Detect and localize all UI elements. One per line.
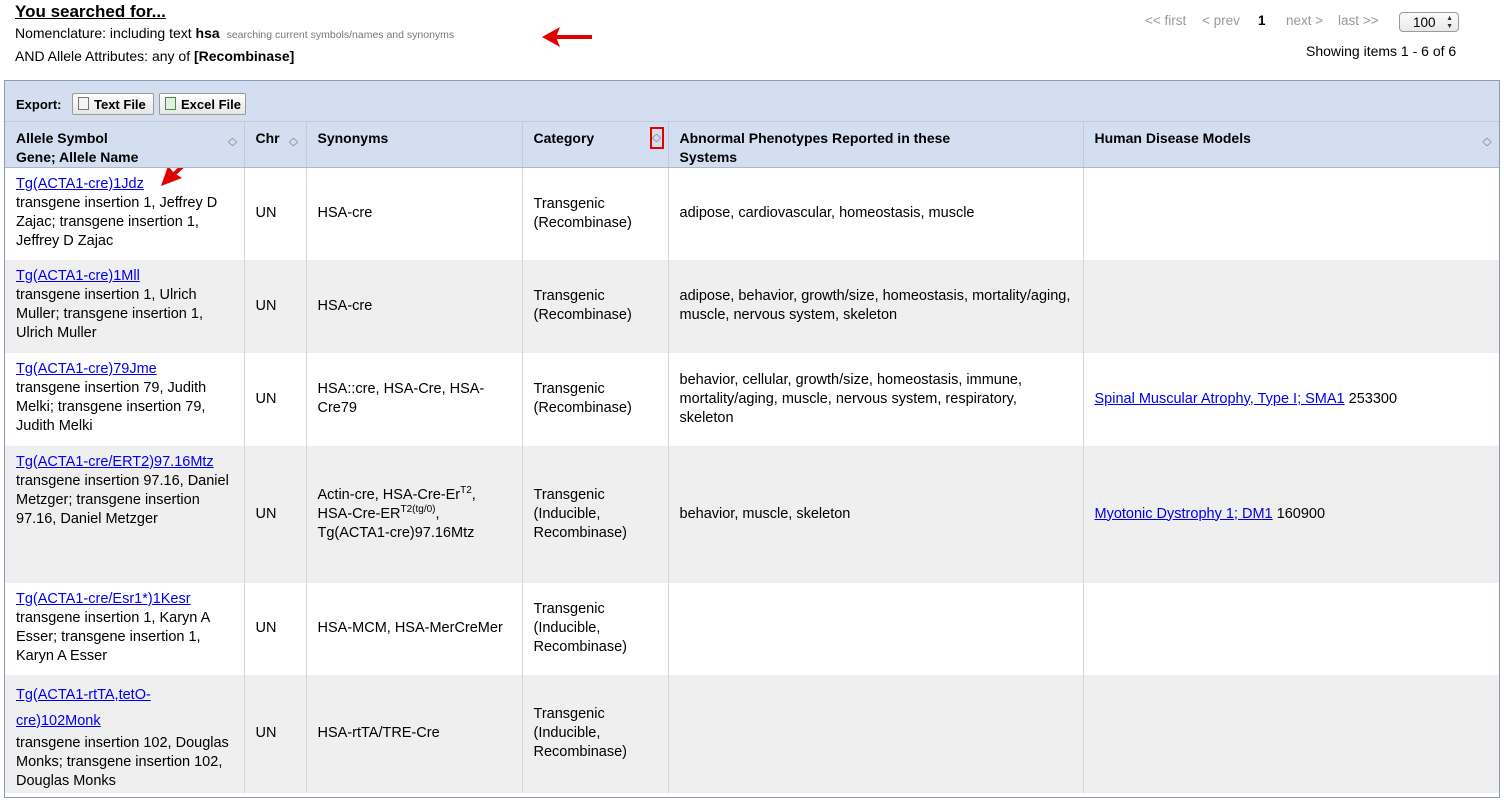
synonym-superscript: T2(tg/0) (400, 503, 436, 515)
allele-symbol-link[interactable]: Tg(ACTA1-cre/Esr1*)1Kesr (16, 590, 191, 607)
col-phenotypes (668, 122, 1083, 168)
table-row (5, 446, 1499, 583)
table-row (5, 675, 1499, 793)
attributes-label: AND Allele Attributes: any of (15, 48, 191, 64)
chr-cell: UN (244, 446, 306, 583)
spinner-arrows-icon: ▲ ▼ (1446, 15, 1453, 30)
allele-symbol-link[interactable]: Tg(ACTA1-cre)1Mll (16, 267, 140, 284)
first-page-link[interactable]: << first (1145, 13, 1187, 28)
col-disease-label: Human Disease Models (1094, 130, 1251, 146)
table-header-row (5, 122, 1499, 168)
allele-name: transgene insertion 97.16, Daniel Metzger; transgene insertion 97.16, Daniel Metzger (16, 472, 229, 527)
phenotypes-cell: behavior, cellular, growth/size, homeostasis, immune, mortality/aging, muscle, nervous system, respiratory, skeleton (668, 353, 1083, 446)
results-table (5, 122, 1499, 793)
synonyms-cell: HSA-rtTA/TRE-Cre (306, 675, 522, 793)
nomenclature-hint: searching current symbols/names and synonyms (226, 29, 455, 41)
disease-link[interactable]: Spinal Muscular Atrophy, Type I; SMA1 (1094, 390, 1345, 407)
disease-cell (1083, 446, 1499, 583)
sort-icon[interactable]: ︿ ﹀ (227, 133, 237, 152)
allele-symbol-link[interactable]: Tg(ACTA1-rtTA,tetO-cre)102Monk (16, 686, 151, 729)
category-cell: Transgenic (Inducible, Recombinase) (522, 583, 668, 675)
col-phenotypes-label: Abnormal Phenotypes Reported in these Systems (679, 130, 951, 165)
allele-name: transgene insertion 1, Jeffrey D Zajac; transgene insertion 1, Jeffrey D Zajac (16, 195, 218, 249)
search-summary (15, 2, 454, 67)
chr-cell: UN (244, 353, 306, 446)
table-row (5, 353, 1499, 446)
table-row (5, 583, 1499, 675)
synonyms-cell: HSA::cre, HSA-Cre, HSA-Cre79 (306, 353, 522, 446)
synonym-text: HSA-Cre-ER (317, 505, 401, 522)
col-synonyms (306, 122, 522, 168)
disease-cell (1083, 353, 1499, 446)
nomenclature-term: hsa (195, 25, 220, 41)
category-cell: Transgenic (Inducible, Recombinase) (522, 675, 668, 793)
synonyms-cell: Actin-cre, HSA-$Cre-Er^{T2}$, HSA-$Cre-ER^{T2(tg/0)}$, Tg(ACTA1-cre)97.16Mtz (306, 446, 522, 583)
export-text-label: Text File (94, 97, 146, 112)
nomenclature-label: Nomenclature: including text (15, 25, 192, 41)
excel-file-icon (165, 97, 176, 110)
allele-symbol-link[interactable]: Tg(ACTA1-cre)1Jdz (16, 176, 144, 192)
disease-link[interactable]: Myotonic Dystrophy 1; DM1 (1094, 505, 1273, 522)
col-category-label: Category (533, 130, 595, 146)
col-allele-symbol-label: Allele Symbol (16, 130, 108, 146)
category-cell: Transgenic (Inducible, Recombinase) (522, 446, 668, 583)
attribute-criteria (15, 45, 454, 67)
allele-symbol-link[interactable]: Tg(ACTA1-cre/ERT2)97.16Mtz (16, 453, 214, 470)
export-label: Export: (16, 97, 62, 112)
synonyms-cell: HSA-cre (306, 260, 522, 353)
showing-count: Showing items 1 - 6 of 6 (1306, 43, 1457, 59)
attributes-value: [Recombinase] (193, 48, 295, 64)
col-allele-name-label: Gene; Allele Name (16, 149, 139, 165)
export-excel-file-button[interactable] (159, 93, 246, 115)
annotation-arrow-icon (540, 24, 594, 48)
chr-cell: UN (244, 260, 306, 353)
col-allele-symbol[interactable] (5, 122, 244, 168)
allele-cell (5, 353, 244, 446)
current-page: 1 (1258, 13, 1266, 28)
results-panel (4, 80, 1500, 798)
disease-cell (1083, 168, 1499, 260)
disease-cell (1083, 675, 1499, 793)
sort-icon-highlighted[interactable]: ︿ ﹀ (650, 127, 664, 149)
table-row (5, 168, 1499, 260)
allele-cell (5, 260, 244, 353)
last-page-link[interactable]: last >> (1338, 13, 1379, 28)
sort-icon[interactable]: ︿ ﹀ (288, 133, 298, 152)
phenotypes-cell (668, 583, 1083, 675)
allele-cell (5, 675, 244, 793)
allele-cell (5, 446, 244, 583)
synonyms-cell: HSA-MCM, HSA-MerCreMer (306, 583, 522, 675)
chr-cell: UN (244, 168, 306, 260)
chr-cell: UN (244, 583, 306, 675)
disease-id: 253300 (1348, 390, 1398, 407)
synonym-text: Actin-cre, HSA-Cre-Er (317, 486, 461, 503)
category-cell: Transgenic (Recombinase) (522, 353, 668, 446)
page-size-select[interactable] (1399, 12, 1459, 32)
allele-cell (5, 583, 244, 675)
text-file-icon (78, 97, 89, 110)
export-bar (5, 81, 1499, 122)
synonym-superscript: T2 (460, 484, 472, 496)
export-text-file-button[interactable] (72, 93, 154, 115)
synonym-text: Tg(ACTA1-cre)97.16Mtz (317, 524, 475, 541)
disease-id: 160900 (1276, 505, 1326, 522)
allele-name: transgene insertion 79, Judith Melki; transgene insertion 79, Judith Melki (16, 379, 207, 434)
sort-icon[interactable]: ︿ ﹀ (1482, 133, 1492, 152)
export-excel-label: Excel File (181, 97, 241, 112)
disease-cell (1083, 583, 1499, 675)
phenotypes-cell: adipose, cardiovascular, homeostasis, muscle (668, 168, 1083, 260)
allele-cell (5, 168, 244, 260)
phenotypes-cell: adipose, behavior, growth/size, homeostasis, mortality/aging, muscle, nervous system, skeleton (668, 260, 1083, 353)
disease-cell (1083, 260, 1499, 353)
prev-page-link[interactable]: < prev (1202, 13, 1240, 28)
chr-cell: UN (244, 675, 306, 793)
search-heading: You searched for... (15, 2, 166, 21)
col-disease-models[interactable] (1083, 122, 1499, 168)
nomenclature-criteria (15, 22, 454, 46)
synonyms-cell: HSA-cre (306, 168, 522, 260)
table-row (5, 260, 1499, 353)
allele-name: transgene insertion 1, Karyn A Esser; transgene insertion 1, Karyn A Esser (16, 609, 210, 664)
allele-symbol-link[interactable]: Tg(ACTA1-cre)79Jme (16, 360, 157, 377)
phenotypes-cell (668, 675, 1083, 793)
col-chr-label: Chr (255, 130, 280, 146)
page-size-value: 100 (1413, 15, 1436, 30)
col-synonyms-label: Synonyms (317, 130, 389, 146)
category-cell: Transgenic (Recombinase) (522, 168, 668, 260)
phenotypes-cell: behavior, muscle, skeleton (668, 446, 1083, 583)
category-cell: Transgenic (Recombinase) (522, 260, 668, 353)
col-chr[interactable] (244, 122, 306, 168)
col-category[interactable] (522, 122, 668, 168)
allele-name: transgene insertion 1, Ulrich Muller; transgene insertion 1, Ulrich Muller (16, 286, 203, 341)
next-page-link[interactable]: next > (1286, 13, 1324, 28)
allele-name: transgene insertion 102, Douglas Monks; transgene insertion 102, Douglas Monks (16, 734, 229, 789)
